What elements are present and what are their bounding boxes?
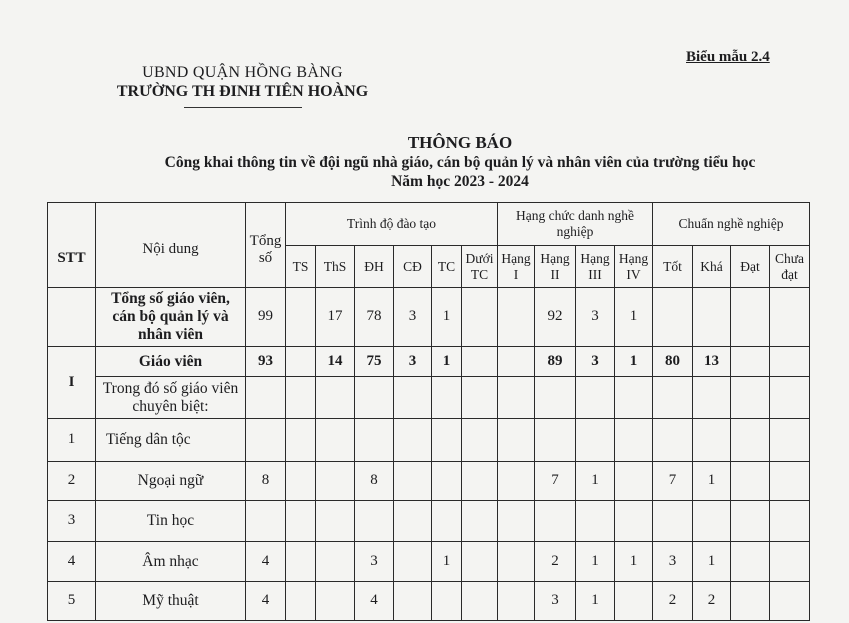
row-cell (615, 377, 653, 419)
row-cell (394, 582, 432, 621)
row-cell: 3 (394, 347, 432, 377)
header-training-3: CĐ (394, 246, 432, 288)
row-cell (246, 377, 286, 419)
row-cell: 3 (355, 542, 394, 582)
row-cell: 3 (394, 288, 432, 347)
form-number: Biểu mẫu 2.4 (686, 49, 770, 65)
row-cell: 1 (576, 462, 615, 501)
header-rank-2: Hạng III (576, 246, 615, 288)
header-content: Nội dung (96, 203, 246, 288)
row-cell: 8 (355, 462, 394, 501)
row-cell: 14 (316, 347, 355, 377)
row-stt: 5 (48, 582, 96, 621)
row-cell: 1 (576, 582, 615, 621)
row-cell (355, 501, 394, 542)
row-cell (394, 419, 432, 462)
row-cell: 3 (535, 582, 576, 621)
row-cell (615, 462, 653, 501)
row-cell: 4 (246, 582, 286, 621)
header-training-5: Dưới TC (462, 246, 498, 288)
row-cell (286, 347, 316, 377)
row-cell (462, 288, 498, 347)
row-cell: 4 (246, 542, 286, 582)
row-cell: 17 (316, 288, 355, 347)
row-cell (576, 501, 615, 542)
row-stt: I (48, 347, 96, 419)
table-row (48, 377, 810, 419)
row-cell: 2 (653, 582, 693, 621)
staff-table (47, 202, 810, 621)
row-cell (394, 501, 432, 542)
row-cell: 93 (246, 347, 286, 377)
row-cell (731, 347, 770, 377)
row-stt (48, 288, 96, 347)
row-content: Ngoại ngữ (96, 462, 246, 501)
row-cell (462, 347, 498, 377)
row-cell (286, 582, 316, 621)
row-cell (286, 542, 316, 582)
row-cell (693, 377, 731, 419)
row-cell (731, 288, 770, 347)
row-cell: 7 (653, 462, 693, 501)
header-rank-3: Hạng IV (615, 246, 653, 288)
row-cell: 2 (693, 582, 731, 621)
row-cell (432, 377, 462, 419)
row-content: Tiếng dân tộc (96, 419, 246, 462)
row-cell: 4 (355, 582, 394, 621)
row-cell (316, 501, 355, 542)
row-cell (462, 501, 498, 542)
row-cell (286, 462, 316, 501)
document-subtitle: Công khai thông tin về đội ngũ nhà giáo, cán bộ quản lý và nhân viên của trường tiểu học (164, 154, 756, 171)
row-cell (286, 419, 316, 462)
header-standard-3: Chưa đạt (770, 246, 810, 288)
row-cell (615, 501, 653, 542)
row-cell (498, 419, 535, 462)
row-cell: 1 (432, 347, 462, 377)
header-standard-1: Khá (693, 246, 731, 288)
row-cell (770, 419, 810, 462)
row-cell (535, 501, 576, 542)
table-row (48, 419, 810, 462)
document-heading (0, 133, 849, 191)
row-cell (246, 501, 286, 542)
row-cell: 1 (615, 288, 653, 347)
row-cell (498, 542, 535, 582)
header-training-1: ThS (316, 246, 355, 288)
row-cell (394, 462, 432, 501)
row-cell: 92 (535, 288, 576, 347)
row-cell (316, 462, 355, 501)
row-cell (355, 419, 394, 462)
row-cell (462, 377, 498, 419)
row-cell: 3 (576, 288, 615, 347)
row-cell: 1 (615, 542, 653, 582)
row-content: Tổng số giáo viên, cán bộ quản lý và nhân viên (96, 288, 246, 347)
header-training-4: TC (432, 246, 462, 288)
row-cell (432, 501, 462, 542)
header-training-group: Trình độ đào tạo (286, 203, 498, 246)
row-content: Mỹ thuật (96, 582, 246, 621)
row-cell (498, 347, 535, 377)
row-cell (432, 582, 462, 621)
header-training-0: TS (286, 246, 316, 288)
row-cell (286, 377, 316, 419)
row-cell: 1 (576, 542, 615, 582)
school-year: Năm học 2023 - 2024 (391, 173, 529, 190)
row-content: Giáo viên (96, 347, 246, 377)
row-cell: 89 (535, 347, 576, 377)
row-cell (693, 501, 731, 542)
row-cell (462, 462, 498, 501)
row-cell: 1 (432, 542, 462, 582)
table-row (48, 347, 810, 377)
row-cell (731, 582, 770, 621)
row-content: Tin học (96, 501, 246, 542)
organization-header (100, 64, 385, 108)
row-cell (286, 501, 316, 542)
row-cell (432, 419, 462, 462)
row-stt: 4 (48, 542, 96, 582)
row-content: Âm nhạc (96, 542, 246, 582)
district-committee: UBND QUẬN HỒNG BÀNG (142, 64, 343, 81)
row-cell (576, 377, 615, 419)
table-row (48, 542, 810, 582)
header-rank-0: Hạng I (498, 246, 535, 288)
row-cell (535, 419, 576, 462)
row-cell (770, 542, 810, 582)
table-row (48, 288, 810, 347)
header-stt: STT (48, 203, 96, 288)
row-cell (615, 582, 653, 621)
row-cell (316, 542, 355, 582)
row-cell: 1 (615, 347, 653, 377)
row-cell: 8 (246, 462, 286, 501)
row-cell (498, 582, 535, 621)
row-cell (576, 419, 615, 462)
row-cell: 1 (432, 288, 462, 347)
row-cell (316, 377, 355, 419)
row-cell (316, 582, 355, 621)
document-title: THÔNG BÁO (407, 133, 513, 152)
table-row (48, 462, 810, 501)
header-underline (184, 107, 302, 108)
row-cell (731, 419, 770, 462)
row-cell (394, 542, 432, 582)
row-cell (770, 347, 810, 377)
header-rank-1: Hạng II (535, 246, 576, 288)
row-cell: 3 (653, 542, 693, 582)
row-cell (653, 419, 693, 462)
row-stt: 3 (48, 501, 96, 542)
row-content: Trong đó số giáo viên chuyên biệt: (96, 377, 246, 419)
row-cell (498, 288, 535, 347)
header-training-2: ĐH (355, 246, 394, 288)
row-cell (286, 288, 316, 347)
row-stt: 1 (48, 419, 96, 462)
row-cell (653, 377, 693, 419)
row-cell: 1 (693, 462, 731, 501)
header-standard-2: Đạt (731, 246, 770, 288)
row-cell: 2 (535, 542, 576, 582)
row-cell (462, 582, 498, 621)
row-cell: 1 (693, 542, 731, 582)
row-cell: 80 (653, 347, 693, 377)
row-cell (693, 419, 731, 462)
row-cell (498, 462, 535, 501)
table-row (48, 582, 810, 621)
row-cell (498, 377, 535, 419)
row-cell (432, 462, 462, 501)
row-cell (355, 377, 394, 419)
header-rank-group: Hạng chức danh nghề nghiệp (498, 203, 653, 246)
row-cell (770, 377, 810, 419)
row-cell (731, 542, 770, 582)
row-cell: 75 (355, 347, 394, 377)
row-cell (535, 377, 576, 419)
row-cell (770, 582, 810, 621)
row-cell (770, 501, 810, 542)
header-total: Tổng số (246, 203, 286, 288)
row-cell: 7 (535, 462, 576, 501)
school-name: TRƯỜNG TH ĐINH TIÊN HOÀNG (116, 83, 369, 100)
row-cell (731, 501, 770, 542)
row-cell (615, 419, 653, 462)
row-cell (653, 288, 693, 347)
header-standard-0: Tốt (653, 246, 693, 288)
row-cell (731, 462, 770, 501)
row-cell: 13 (693, 347, 731, 377)
row-cell (693, 288, 731, 347)
row-cell (653, 501, 693, 542)
table-row (48, 501, 810, 542)
row-cell (316, 419, 355, 462)
row-cell (770, 462, 810, 501)
row-cell (770, 288, 810, 347)
row-cell (498, 501, 535, 542)
row-cell (731, 377, 770, 419)
row-cell (246, 419, 286, 462)
row-cell (394, 377, 432, 419)
row-cell: 78 (355, 288, 394, 347)
header-standard-group: Chuẩn nghề nghiệp (653, 203, 810, 246)
row-stt: 2 (48, 462, 96, 501)
row-cell: 99 (246, 288, 286, 347)
row-cell (462, 419, 498, 462)
row-cell (462, 542, 498, 582)
row-cell: 3 (576, 347, 615, 377)
